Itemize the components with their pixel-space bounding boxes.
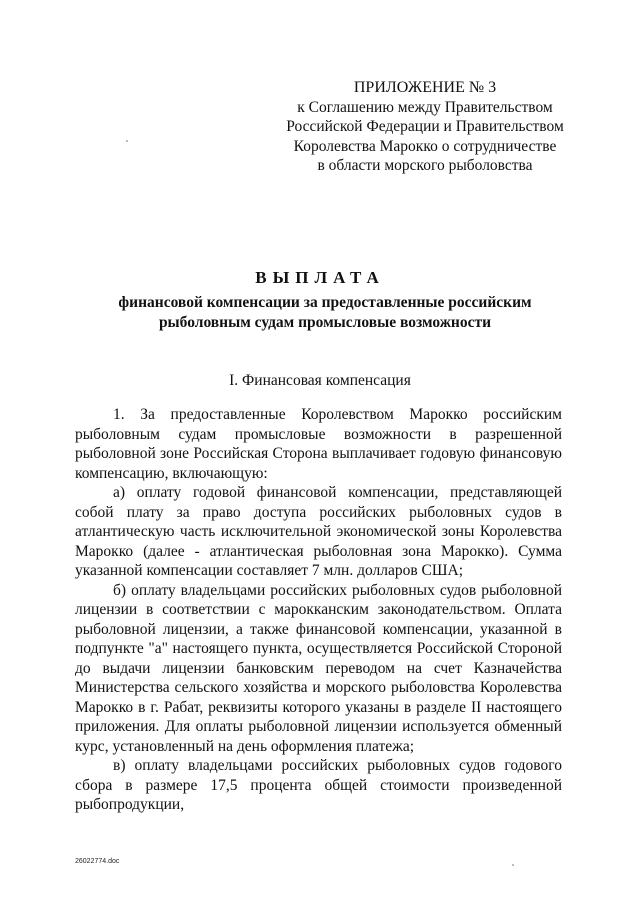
annex-line: Королевства Марокко о сотрудничестве bbox=[293, 137, 557, 155]
annex-header bbox=[270, 78, 580, 175]
annex-line: к Соглашению между Правительством bbox=[297, 99, 553, 117]
document-subtitle bbox=[90, 293, 560, 332]
scan-speck bbox=[512, 864, 514, 866]
paragraph-c: в) оплату владельцами российских рыболовных судов годового сбора в размере 17,5 процента общей стоимости произведенной рыбопродукции, bbox=[75, 757, 562, 813]
annex-line: в области морского рыболовства bbox=[317, 156, 533, 174]
subtitle-line: финансовой компенсации за предоставленные российским bbox=[118, 294, 532, 311]
section-heading: I. Финансовая компенсация bbox=[229, 372, 411, 389]
annex-title: ПРИЛОЖЕНИЕ № 3 bbox=[353, 79, 497, 96]
document-body bbox=[75, 405, 562, 815]
annex-line: Российской Федерации и Правительством bbox=[286, 118, 564, 136]
scan-speck bbox=[126, 140, 128, 142]
footer-filename: 26022774.doc bbox=[75, 858, 120, 865]
subtitle-line: рыболовным судам промысловые возможности bbox=[158, 313, 492, 331]
paragraph-b: б) оплату владельцами российских рыболовных судов рыболовной лицензии в соответствии с марокканским законодательством. Оплата рыболовной лицензии, а также финансовой компенсации, указанной в подпункте "а" настоящего пункта, осуществляется Российской Стороной до выдачи лицензии банковским переводом на счет Казначейства Министерства сельского хозяйства и морского рыболовства Королевства Марокко в г. Рабат, реквизиты которого указаны в разделе II настоящего приложения. Для оплаты рыболовной лицензии используется обменный курс, установленный на день оформления платежа; bbox=[75, 581, 562, 755]
document-title: ВЫПЛАТА bbox=[255, 268, 385, 287]
paragraph-1: 1. За предоставленные Королевством Марокко российским рыболовным судам промысловые возможности в разрешенной рыболовной зоне Российская Сторона выплачивает годовую финансовую компенсацию, включающую: bbox=[75, 406, 562, 482]
paragraph-a: а) оплату годовой финансовой компенсации, представляющей собой плату за право доступа российских рыболовных судов в атлантическую часть исключительной экономической зоны Королевства Марокко (далее - атлантическая рыболовная зона Марокко). Сумма указанной компенсации составляет 7 млн. долларов США; bbox=[75, 484, 562, 579]
